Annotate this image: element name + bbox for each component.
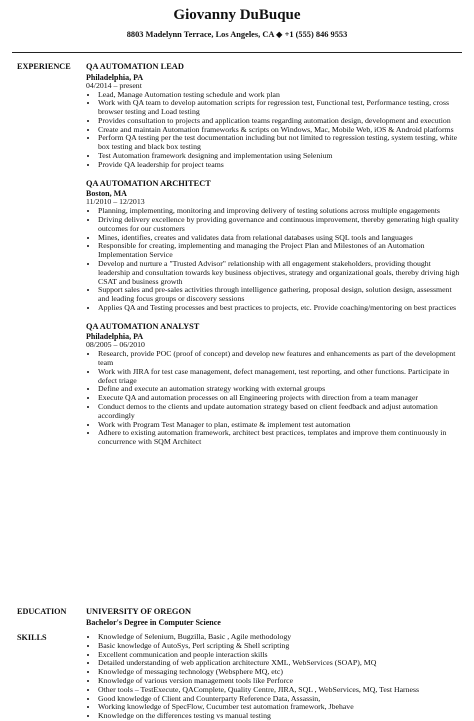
job-bullet: • Responsible for creating, implementing and managing the Project Plan and Milestones of an Automation Implementation Service [98,242,464,260]
skill-item: • Basic knowledge of AutoSys, Perl scripting & Shell scripting [98,642,464,651]
job-dates: 08/2005 – 06/2010 [86,340,145,350]
job-bullet: • Perform QA testing per the test documentation including but not limited to regression testing, system testing, white box testing and black box testing [98,134,464,152]
job-bullets [86,91,464,170]
job-bullet: • Work with QA team to develop automation scripts for regression test, Functional test, Performance testing, cross browser testing and Load testing [98,99,464,117]
skills-list [86,633,464,721]
job-bullet: • Execute QA and automation processes on all Engineering projects with direction from a team manager [98,394,464,403]
skills-body [86,633,464,721]
skill-item: • Knowledge of various version management tools like Perforce [98,677,464,686]
job-bullet: • Test Automation framework designing and implementation using Selenium [98,152,464,161]
job-bullet: • Provide QA leadership for project teams [98,161,464,170]
resume-page [0,6,474,721]
job-bullets [86,207,464,313]
job-bullets [86,350,464,447]
education-entry [86,607,464,627]
degree-name: Bachelor's Degree in Computer Science [86,617,221,627]
job-title: QA AUTOMATION LEAD [86,62,184,71]
skill-item: • Excellent communication and people interaction skills [98,651,464,660]
job-bullet: • Create and maintain Automation frameworks & scripts on Windows, Mac, Mobile Web, iOS & Android platforms [98,126,464,135]
skill-item: • Knowledge of Selenium, Bugzilla, Basic , Agile methodology [98,633,464,642]
skill-item: • Other tools – TestExecute, QAComplete, Quality Centre, JIRA, SQL , WebServices, MQ, Test Harness [98,686,464,695]
candidate-name: Giovanny DuBuque [173,7,301,23]
job-title: QA AUTOMATION ANALYST [86,321,200,331]
skill-item: • Knowledge on the differences testing vs manual testing [98,712,464,721]
job-bullet: • Work with Program Test Manager to plan, estimate & implement test automation [98,421,464,430]
skill-item: • Good knowledge of Client and Counterparty Reference Data, Assassin, [98,695,464,704]
job-location: Philadelphia, PA [86,72,144,82]
job-bullet: • Provides consultation to projects and application teams regarding automation design, development and execution [98,117,464,126]
experience-heading: EXPERIENCE [17,62,71,71]
skill-item: • Detailed understanding of web application architecture XML, WebServices (SOAP), MQ [98,659,464,668]
contact-line: 8803 Madelynn Terrace, Los Angeles, CA ◆ +1 (555) 846 9553 [126,30,348,39]
header-divider [12,52,462,53]
job-bullet: • Work with JIRA for test case management, defect management, test reporting, and other functions. Participate in defect triage [98,368,464,386]
job-bullet: • Driving delivery excellence by providing governance and continuous improvement, thereby generating high quality outcomes for our customers [98,216,464,234]
job-bullet: • Applies QA and Testing processes and best practices to projects, etc. Provide coaching/mentoring on best practices [98,304,464,313]
skills-heading: SKILLS [17,633,47,642]
education-heading: EDUCATION [17,607,67,616]
job-bullet: • Adhere to existing automation framework, architect best practices, templates and improve them continuously in concurrence with SQM Architect [98,429,464,447]
job-title: QA AUTOMATION ARCHITECT [86,178,211,188]
job-entry [86,179,464,313]
experience-list [86,62,464,456]
job-bullet: • Lead, Manage Automation testing schedule and work plan [98,91,464,100]
job-dates: 04/2014 – present [86,80,142,90]
job-bullet: • Develop and nurture a "Trusted Advisor" relationship with all engagement stakeholders, providing thought leadership and consultation towards key business objectives, strategy and organizational goals, thereby driving high CSAT and business growth [98,260,464,286]
resume-header [0,6,474,40]
job-bullet: • Define and execute an automation strategy working with external groups [98,385,464,394]
job-dates: 11/2010 – 12/2013 [86,197,145,207]
job-entry [86,62,464,170]
job-bullet: • Research, provide POC (proof of concept) and develop new features and enhancements as part of the development team [98,350,464,368]
job-location: Boston, MA [86,189,127,199]
skill-item: • Working knowledge of SpecFlow, Cucumber test automation framework, Jbehave [98,703,464,712]
job-bullet: • Planning, implementing, monitoring and improving delivery of testing solutions across multiple engagements [98,207,464,216]
job-bullet: • Support sales and pre-sales activities through intelligence gathering, proposal design, solution design, assessment and leading focus groups or discovery sessions [98,286,464,304]
skill-item: • Knowledge of messaging technology (Websphere MQ, etc) [98,668,464,677]
job-entry [86,322,464,447]
job-bullet: • Conduct demos to the clients and update automation strategy based on client feedback and adjust automation accordingly [98,403,464,421]
job-location: Philadelphia, PA [86,332,144,342]
job-bullet: • Mines, identifies, creates and validates data from relational databases using SQL tools and languages [98,234,464,243]
school-name: UNIVERSITY OF OREGON [86,607,192,616]
